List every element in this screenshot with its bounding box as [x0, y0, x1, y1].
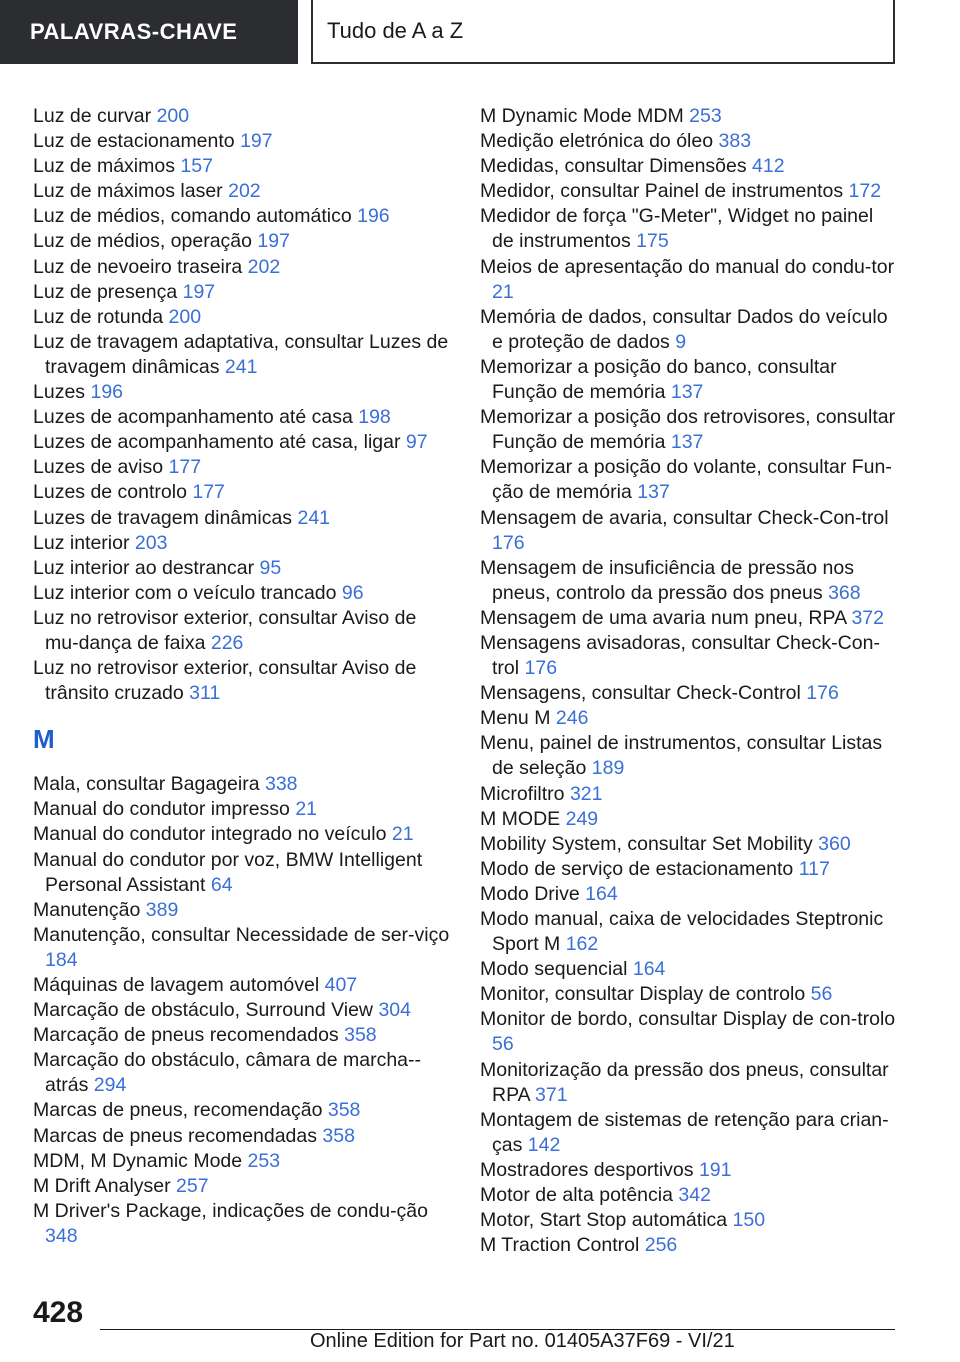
index-entry: [33, 1098, 453, 1123]
page-number: 428: [33, 1296, 84, 1329]
subsection-tab: Tudo de A a Z: [311, 0, 895, 64]
index-term: Manual do condutor por voz, BMW Intelligent Personal Assistant: [33, 848, 423, 896]
index-term: Luz de máximos laser: [33, 180, 223, 203]
index-term: Luzes de aviso: [33, 456, 164, 479]
index-entry: [480, 179, 900, 204]
page-reference-link[interactable]: 189: [591, 757, 625, 780]
page-reference-link[interactable]: 304: [378, 999, 411, 1022]
index-term: Luzes: [33, 381, 86, 404]
index-term: Manutenção: [33, 898, 141, 921]
page-reference-link[interactable]: 56: [810, 983, 833, 1006]
page-reference-link[interactable]: 9: [675, 330, 687, 353]
page-reference-link[interactable]: 203: [134, 531, 168, 554]
index-entry: [480, 731, 900, 781]
page-reference-link[interactable]: 200: [156, 105, 190, 127]
index-entry: [480, 882, 900, 907]
page-reference-link[interactable]: 95: [259, 556, 282, 579]
index-entry: [33, 848, 453, 898]
index-entry: [33, 923, 453, 973]
page-reference-link[interactable]: 197: [257, 230, 290, 253]
index-term: Manutenção, consultar Necessidade de ser-viço: [33, 923, 450, 946]
index-entry: [33, 330, 453, 380]
index-entry: [33, 204, 453, 229]
index-entry: [33, 154, 453, 179]
index-entry: [33, 1149, 453, 1174]
index-entry: [480, 405, 900, 455]
page-reference-link[interactable]: 197: [182, 280, 216, 303]
page-reference-link[interactable]: 164: [632, 958, 666, 981]
index-entry: [480, 104, 900, 129]
index-entry: [480, 455, 900, 505]
index-entry: [33, 1048, 453, 1098]
page-reference-link[interactable]: 96: [341, 581, 364, 604]
page-reference-link[interactable]: 294: [93, 1074, 127, 1097]
index-term: Mostradores desportivos: [480, 1158, 694, 1181]
index-term: Memorizar a posição do banco, consultar Função de memória: [480, 355, 837, 404]
index-term: Mala, consultar Bagageira: [33, 773, 260, 796]
index-term: Monitor de bordo, consultar Display de con-trolo: [480, 1008, 896, 1031]
page-reference-link[interactable]: 175: [636, 230, 669, 253]
index-entry: [33, 506, 453, 531]
page-reference-link[interactable]: 407: [324, 974, 358, 996]
page-reference-link[interactable]: 97: [405, 431, 428, 454]
page-reference-link[interactable]: 202: [247, 255, 281, 278]
index-term: Medidor, consultar Painel de instrumentos: [480, 180, 844, 203]
index-term: Luz de presença: [33, 280, 178, 303]
page-reference-link[interactable]: 249: [565, 807, 599, 830]
index-entry: [480, 204, 900, 254]
index-term: Memorizar a posição dos retrovisores, consultar Função de memória: [480, 406, 896, 454]
index-term: Luz de estacionamento: [33, 130, 235, 153]
index-term: Luzes de acompanhamento até casa: [33, 406, 353, 429]
page-reference-link[interactable]: 162: [565, 933, 599, 956]
index-term: Marcação de pneus recomendados: [33, 1024, 339, 1047]
page-reference-link[interactable]: 372: [851, 606, 884, 629]
index-entry: [480, 606, 900, 631]
index-entry: [480, 154, 900, 179]
section-tab: PALAVRAS-CHAVE: [0, 0, 298, 64]
index-term: Menu, painel de instrumentos, consultar Listas de seleção: [480, 732, 883, 780]
index-entry: [480, 1007, 900, 1057]
index-entry: [33, 1124, 453, 1149]
page-reference-link[interactable]: 196: [90, 381, 124, 404]
page-reference-link[interactable]: 412: [752, 155, 785, 178]
index-term: Microfiltro: [480, 782, 565, 805]
page-reference-link[interactable]: 21: [295, 798, 318, 821]
index-term: Mensagens, consultar Check-Control: [480, 682, 801, 705]
index-entry: [480, 1158, 900, 1183]
index-term: Máquinas de lavagem automóvel: [33, 974, 320, 996]
index-entry: [480, 706, 900, 731]
index-entry: [480, 255, 900, 305]
page-reference-link[interactable]: 191: [698, 1158, 732, 1181]
index-entry: [480, 506, 900, 556]
index-entry: [33, 531, 453, 556]
index-term: Mobility System, consultar Set Mobility: [480, 832, 813, 855]
index-entry: [33, 581, 453, 606]
page-reference-link[interactable]: 176: [524, 657, 558, 680]
page-reference-link[interactable]: 142: [527, 1133, 561, 1156]
page-reference-link[interactable]: 241: [224, 355, 258, 378]
index-term: MDM, M Dynamic Mode: [33, 1149, 243, 1172]
index-entry: [33, 656, 453, 706]
page-header: [0, 0, 960, 66]
page-reference-link[interactable]: 256: [644, 1234, 678, 1257]
index-entry: [480, 907, 900, 957]
index-term: Mensagens avisadoras, consultar Check-Con-trol: [480, 631, 880, 680]
index-entry: [480, 556, 900, 606]
page-reference-link[interactable]: 177: [192, 481, 225, 504]
index-entry: [480, 1233, 900, 1258]
index-entry: [480, 1208, 900, 1233]
index-entry: [33, 1199, 453, 1249]
index-term: Mensagem de insuficiência de pressão nos pneus, controlo da pressão dos pneus: [480, 556, 854, 604]
index-term: Monitor, consultar Display de controlo: [480, 983, 806, 1006]
index-term: Medidor de força "G-Meter", Widget no painel de instrumentos: [480, 205, 874, 253]
page-reference-link[interactable]: 21: [492, 280, 514, 303]
index-entry: [480, 982, 900, 1007]
index-term: Modo manual, caixa de velocidades Steptronic Sport M: [480, 908, 884, 956]
page-reference-link[interactable]: 358: [327, 1099, 361, 1122]
page-reference-link[interactable]: 137: [637, 481, 670, 504]
index-entry: [33, 405, 453, 430]
page-reference-link[interactable]: 196: [357, 205, 390, 228]
index-term: Medição eletrónica do óleo: [480, 130, 714, 153]
page-reference-link[interactable]: 358: [344, 1024, 377, 1047]
index-entry: [33, 455, 453, 480]
index-entry: [480, 807, 900, 832]
page-reference-link[interactable]: 64: [210, 873, 233, 896]
index-term: Luz interior com o veículo trancado: [33, 581, 337, 604]
index-term: Marcação do obstáculo, câmara de marcha--atrás: [33, 1049, 422, 1097]
index-term: Meios de apresentação do manual do condu-tor: [480, 255, 895, 278]
page-reference-link[interactable]: 358: [322, 1124, 355, 1147]
index-entry: [480, 129, 900, 154]
page-reference-link[interactable]: 389: [145, 898, 179, 921]
index-entry: [480, 631, 900, 681]
index-entry: [33, 998, 453, 1023]
page-reference-link[interactable]: 137: [670, 381, 704, 404]
page-reference-link[interactable]: 176: [806, 682, 839, 705]
index-entry: [480, 1183, 900, 1208]
index-term: Motor, Start Stop automática: [480, 1209, 728, 1232]
page-reference-link[interactable]: 360: [818, 832, 851, 855]
index-entry: [33, 606, 453, 656]
page-reference-link[interactable]: 137: [670, 431, 704, 454]
index-term: M Driver's Package, indicações de condu-ção: [33, 1199, 428, 1222]
index-term: Modo Drive: [480, 882, 580, 905]
index-term: M MODE: [480, 807, 561, 830]
page-reference-link[interactable]: 253: [247, 1149, 281, 1172]
index-term: Marcas de pneus recomendadas: [33, 1124, 317, 1147]
index-entry: [33, 1023, 453, 1048]
index-term: Luz de rotunda: [33, 305, 164, 328]
index-entry: [480, 782, 900, 807]
index-term: Luzes de travagem dinâmicas: [33, 506, 293, 529]
index-term: Marcas de pneus, recomendação: [33, 1099, 323, 1122]
footer-edition: Online Edition for Part no. 01405A37F69 - VI/21: [310, 1330, 735, 1352]
index-entry: [33, 772, 453, 797]
index-term: Luz de máximos: [33, 155, 175, 178]
index-term: M Drift Analyser: [33, 1174, 171, 1197]
page-reference-link[interactable]: 311: [189, 682, 221, 705]
index-term: Mensagem de avaria, consultar Check-Con-trol: [480, 506, 889, 529]
page-reference-link[interactable]: 368: [828, 581, 861, 604]
page-reference-link[interactable]: 246: [555, 707, 589, 730]
index-term: Luz de curvar: [33, 105, 152, 127]
index-term: Montagem de sistemas de retenção para crian-ças: [480, 1108, 889, 1156]
index-term: Luzes de controlo: [33, 481, 187, 504]
index-term: Modo sequencial: [480, 958, 628, 981]
index-entry: [33, 797, 453, 822]
page-reference-link[interactable]: 383: [718, 130, 752, 153]
index-term: Modo de serviço de estacionamento: [480, 857, 794, 880]
page-reference-link[interactable]: 157: [180, 155, 213, 178]
index-entry: [480, 832, 900, 857]
index-entry: [480, 305, 900, 355]
index-column-left: [33, 104, 453, 1249]
page-reference-link[interactable]: 21: [391, 823, 414, 846]
index-entry: [33, 179, 453, 204]
page-reference-link[interactable]: 321: [569, 782, 603, 805]
index-term: Memorizar a posição do volante, consultar Fun-ção de memória: [480, 456, 892, 504]
index-term: Luz no retrovisor exterior, consultar Aviso de mu-dança de faixa: [33, 606, 417, 654]
page-reference-link[interactable]: 117: [798, 857, 830, 880]
page-reference-link[interactable]: 257: [176, 1174, 209, 1197]
page-reference-link[interactable]: 150: [732, 1209, 766, 1232]
index-term: Luz de médios, operação: [33, 230, 252, 253]
page-reference-link[interactable]: 200: [168, 305, 202, 328]
index-entry: [33, 822, 453, 847]
page-reference-link[interactable]: 338: [264, 773, 298, 796]
index-term: Luz de médios, comando automático: [33, 205, 352, 228]
index-entry: [33, 229, 453, 254]
page-reference-link[interactable]: 198: [358, 406, 391, 429]
index-term: Marcação de obstáculo, Surround View: [33, 999, 374, 1022]
index-term: Luz no retrovisor exterior, consultar Aviso de trânsito cruzado: [33, 657, 417, 705]
page-reference-link[interactable]: 177: [168, 456, 202, 479]
page-reference-link[interactable]: 348: [45, 1224, 78, 1247]
page-reference-link[interactable]: 253: [689, 105, 722, 127]
index-term: Memória de dados, consultar Dados do veículo e proteção de dados: [480, 305, 888, 353]
index-term: Luz interior ao destrancar: [33, 556, 255, 579]
index-entry: [480, 857, 900, 882]
index-term: Monitorização da pressão dos pneus, consultar RPA: [480, 1058, 889, 1106]
index-term: Manual do condutor impresso: [33, 798, 290, 821]
index-term: Luzes de acompanhamento até casa, ligar: [33, 431, 401, 454]
index-entry: [480, 1108, 900, 1158]
page-reference-link[interactable]: 184: [45, 948, 78, 971]
index-entry: [480, 355, 900, 405]
index-entry: [480, 681, 900, 706]
page-reference-link[interactable]: 342: [678, 1184, 711, 1207]
index-entry: [33, 973, 453, 998]
index-entry: [33, 556, 453, 581]
index-entry: [33, 305, 453, 330]
index-entry: [33, 380, 453, 405]
index-term: Menu M: [480, 707, 551, 730]
page-reference-link[interactable]: 56: [492, 1033, 514, 1056]
page-reference-link[interactable]: 164: [585, 882, 618, 905]
index-term: Manual do condutor integrado no veículo: [33, 823, 387, 846]
index-term: M Dynamic Mode MDM: [480, 105, 684, 127]
page-reference-link[interactable]: 172: [848, 180, 882, 203]
page-reference-link[interactable]: 371: [535, 1083, 568, 1106]
index-term: Mensagem de uma avaria num pneu, RPA: [480, 606, 847, 629]
page-reference-link[interactable]: 226: [210, 631, 244, 654]
page-reference-link[interactable]: 241: [297, 506, 331, 529]
index-entry: [33, 1174, 453, 1199]
index-entry: [480, 957, 900, 982]
index-term: Luz de nevoeiro traseira: [33, 255, 243, 278]
index-entry: [33, 255, 453, 280]
index-entry: [33, 480, 453, 505]
index-entry: [480, 1058, 900, 1108]
index-entry: [33, 280, 453, 305]
page-reference-link[interactable]: 202: [228, 180, 261, 203]
index-column-right: [480, 104, 900, 1258]
page-reference-link[interactable]: 197: [240, 130, 273, 153]
index-entry: [33, 430, 453, 455]
index-entry: [33, 104, 453, 129]
index-entry: [33, 129, 453, 154]
index-term: Motor de alta potência: [480, 1184, 673, 1207]
index-term: Luz de travagem adaptativa, consultar Luzes de travagem dinâmicas: [33, 330, 449, 378]
index-entry: [33, 898, 453, 923]
index-letter-heading: M: [33, 724, 55, 755]
index-term: Luz interior: [33, 531, 130, 554]
index-term: Medidas, consultar Dimensões: [480, 155, 747, 178]
index-term: M Traction Control: [480, 1234, 640, 1257]
page-reference-link[interactable]: 176: [492, 531, 525, 554]
